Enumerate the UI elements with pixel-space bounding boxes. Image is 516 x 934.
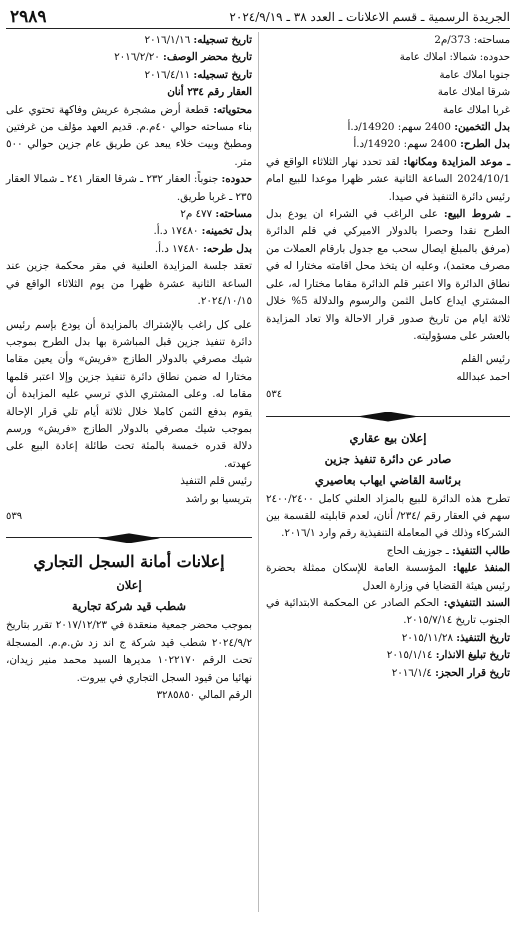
reg-date1-label: تاريخ تسجيله: (193, 34, 252, 46)
conditions-paragraph (266, 206, 510, 345)
notice-body: تطرح هذه الدائرة للبيع بالمزاد العلني كامل ٢٤٠٠/٢٤٠٠ سهم في العقار رقم /٢٣٤/ أنان، لعدم قابليته للقسمة بين الشركاء وذلك في المعاملة التنفيذية رقم وارد ٢٠١٦/١. (266, 492, 511, 540)
reference-number-left: ٥٣٩ (6, 510, 23, 522)
notice-label: إعلان (116, 578, 142, 593)
journal-title: الجريدة الرسمية ـ قسم الاعلانات ـ العدد ٣٨ ـ ٢٠٢٤/٩/١٩ (229, 10, 510, 24)
bond-value: الحكم الصادر عن المحكمة الابتدائية في الجنوب تاريخ ٢٠١٥/٧/١٤. (266, 596, 510, 627)
reg-date1-line (6, 32, 252, 49)
auction-paragraph (266, 154, 510, 206)
offer-label: بدل الطرح: (460, 138, 510, 151)
notice-body-left: بموجب محضر جمعية منعقدة في ٢٠١٧/١٢/٢٣ تقرر بتاريخ ٢٠٢٤/٩/٢ شطب قيد شركة ج اند زد ش.م.م. المسجلة تحت الرقم ١٠٢٢١٧٠ مديرها السيد محمد منير زيدان، نهائيا من قيود السجل التجاري في بيروت. (6, 619, 252, 684)
desc-date-line (6, 49, 252, 66)
notice-title: إعلان بيع عقاري (349, 430, 427, 445)
desc-date-value: ٢٠١٦/٢/٢٠ (114, 51, 160, 64)
seizure-value: ٢٠١٦/١/٤ (391, 666, 432, 679)
auction-label: ـ موعد المزايدة ومكانها: (403, 155, 510, 168)
property-title: العقار رقم ٢٣٤ أنان (167, 86, 252, 99)
serial-number: الرقم المالي ٣٢٨٥٨٥٠ (156, 689, 252, 701)
bounds-south: جنوبا املاك عامة (439, 68, 510, 81)
valuation-value: 2400 سهم: 14920/د.أ (347, 121, 451, 134)
bounds-east: شرقا املاك عامة (437, 86, 510, 99)
auction-text: لقد تحدد نهار الثلاثاء الواقع في 2024/10/1 الساعة الثانية عشر ظهرا موعدا للبيع امام رئيس دائرة التنفيذ في صيدا. (266, 155, 510, 203)
section-title: إعلانات أمانة السجل التجاري (33, 552, 225, 572)
bond-line (266, 595, 510, 630)
seizure-date-line (266, 665, 510, 682)
reg-date2-label: تاريخ تسجيله: (193, 68, 252, 81)
left-column (6, 32, 252, 704)
column-divider (258, 32, 259, 912)
bounds-text: جنوباً: العقار ٢٣٢ ـ شرقا العقار ٢٤١ ـ شمالا العقار ٢٣٥ ـ غربا طريق. (6, 173, 252, 203)
area-line: مساحته: 373/م2 (434, 34, 510, 46)
offer-value-left: ١٧٤٨٠ د.أ. (154, 242, 200, 255)
exec-date-line (266, 630, 510, 647)
signature-block (266, 351, 510, 386)
valuation-label-left: بدل تخمينه: (201, 225, 252, 238)
applicant-line (266, 543, 510, 560)
notice-subtitle: شطب قيد شركة تجارية (71, 599, 187, 614)
conditions-text: على الراغب في الشراء ان يودع بدل الطرح نقدا وحصرا بالدولار الاميركي في قلم الدائرة (مرفق بالمبلغ ايصال سحب مع جدول بارقام العملات من مصرف معتمد)، وعليه ان يتخذ محل اقامته مختارا له في نطاق الدائرة والا اعتبر قلم الدائرة مقاما مختارا له، على المشتري ايداع كامل الثمن والرسوم والدلالة 5% خلال ثلاثة ايام من تاريخ صدور قرار الاحالة والا تعاد المزايدة بالعشر على مسؤوليته. (266, 208, 510, 342)
notice-date-line (266, 647, 510, 664)
bond-label: السند التنفيذي: (443, 596, 510, 609)
seizure-label: تاريخ قرار الحجز: (435, 666, 510, 679)
area-label: مساحته: (215, 208, 252, 221)
contents-paragraph (6, 102, 252, 172)
valuation-line-left (6, 223, 252, 240)
conditions-paragraph-left: على كل راغب بالإشتراك بالمزايدة أن يودع بإسم رئيس دائرة تنفيذ جزين قبل المباشرة بها بدل الطرح بموجب شيك مصرفي بالدولار الطازج «فريش» وأن يعين مقاما مختارا له ضمن نطاق دائرة تنفيذ جزين وإلا اعتبر قلمها مقاما له. وعلى المشتري الذي ترسي عليه المزايدة أن يقوم بدفع الثمن كاملا خلال ثلاثة أيام تلي قرار الإحالة بموجب شيك مصرفي بالدولار الطازج «فريش» ورسم دلالة قدره خمسة بالمئة تحت طائلة إعادة البيع على عهدته. (6, 318, 252, 470)
offer-line (266, 136, 510, 153)
right-column (266, 32, 510, 682)
offer-line-left (6, 241, 252, 258)
signature-name: احمد عبدالله (456, 370, 510, 383)
contents-text: قطعة أرض مشجرة عريش وفاكهة تحتوي على بناء مساحته حوالي ٤٠م.م. قديم العهد مؤلف من غرفتين ومطبخ وبيت خلاء يبعد عن طريق عام جزين حوالي ٥٠٠ متر. (6, 103, 252, 168)
bounds-north: حدوده: شمالا: املاك عامة (399, 51, 510, 64)
notice-subtitle-court: صادر عن دائرة تنفيذ جزين (324, 451, 452, 466)
area-line-left (6, 206, 252, 223)
valuation-line (266, 119, 510, 136)
signature-title: رئيس القلم (461, 353, 510, 366)
reg-date2-value: ٢٠١٦/٤/١١ (144, 68, 191, 81)
applicant-value: ـ جوزيف الحاج (386, 544, 449, 557)
signature-block-left (6, 473, 252, 508)
page-header (6, 6, 510, 29)
bounds-label: حدوده: (221, 173, 253, 186)
valuation-value-left: ١٧٤٨٠ د.أ. (153, 225, 199, 238)
notice-subtitle-judge: برئاسة القاضي ايهاب بعاصيري (314, 472, 462, 487)
signature-title-left: رئيس قلم التنفيذ (180, 475, 252, 488)
notice-date-label: تاريخ تبليغ الانذار: (435, 649, 510, 662)
notice-date-value: ٢٠١٥/١/١٤ (386, 649, 433, 662)
desc-date-label: تاريخ محضر الوصف: (163, 51, 252, 64)
bounds-paragraph (6, 171, 252, 206)
area-value: ٤٧٧ م٢ (180, 208, 213, 221)
section-separator-left (6, 533, 252, 543)
bounds-west: غربا املاك عامة (443, 103, 510, 116)
contents-label: محتوياته: (213, 103, 252, 116)
conditions-label: ـ شروط البيع: (443, 208, 511, 221)
applicant-label: طالب التنفيذ: (452, 544, 510, 557)
offer-label-left: بدل طرحه: (203, 242, 252, 255)
page-number: ٢٩٨٩ (10, 7, 47, 27)
offer-value: 2400 سهم: 14920/د.أ (353, 138, 457, 151)
reg-date2-line (6, 67, 252, 84)
reg-date1-value: ٢٠١٦/١/١٦ (144, 34, 191, 46)
respondent-value: المؤسسة العامة للإسكان ممثلة بحضرة رئيس هيئة القضايا في وزارة العدل (266, 562, 510, 592)
section-separator (266, 412, 510, 422)
exec-date-label: تاريخ التنفيذ: (456, 631, 510, 644)
session-paragraph: تعقد جلسة المزايدة العلنية في مقر محكمة جزين عند الساعة الثانية عشرة ظهرا من يوم الثلاثاء الواقع في ٢٠٢٤/١٠/١٥. (6, 260, 252, 308)
exec-date-value: ٢٠١٥/١١/٢٨ (401, 631, 453, 644)
reference-number: ٥٣٤ (266, 389, 283, 401)
signature-name-left: بتريسيا بو راشد (185, 492, 252, 505)
respondent-line (266, 560, 510, 595)
valuation-label: بدل التخمين: (454, 121, 510, 134)
respondent-label: المنفذ عليها: (452, 562, 510, 575)
